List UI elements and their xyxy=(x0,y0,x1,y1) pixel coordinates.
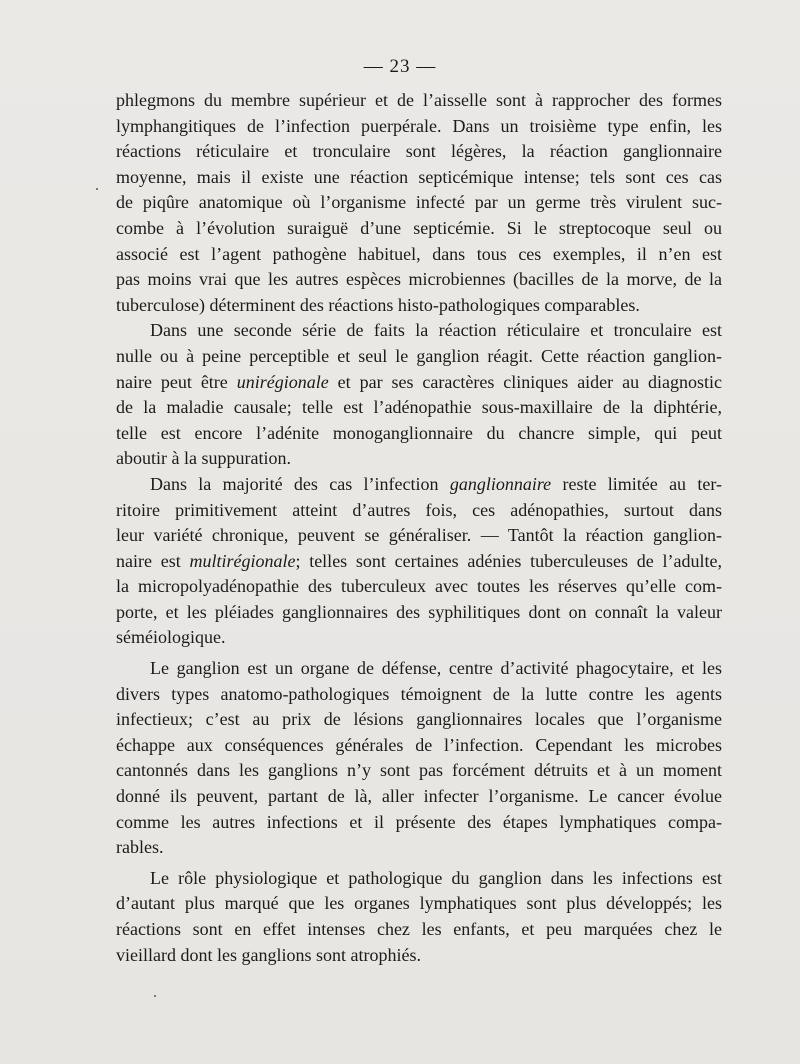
text-line: telle est encore l’adénite monoganglionnaire du chancre simple, qui peut xyxy=(116,422,722,443)
text-line: de piqûre anatomique où l’organisme infecté par un germe très virulent suc- xyxy=(116,192,722,213)
text-line: cantonnés dans les ganglions n’y sont pas forcément détruits et à un moment xyxy=(116,760,722,781)
text-line: ritoire primitivement atteint d’autres fois, ces adénopathies, surtout dans xyxy=(116,499,722,520)
text-line: tuberculose) déterminent des réactions histo-pathologiques comparables. xyxy=(116,294,640,315)
body-text xyxy=(116,88,722,968)
scan-speck xyxy=(154,995,156,997)
text-line: lymphangitiques de l’infection puerpérale. Dans un troisième type enfin, les xyxy=(116,115,722,136)
scan-speck xyxy=(96,188,98,190)
text-line: phlegmons du membre supérieur et de l’aisselle sont à rapprocher des formes xyxy=(116,90,722,110)
text-line: combe à l’évolution suraiguë d’une septicémie. Si le streptocoque seul ou xyxy=(116,217,722,238)
text-line: réactions réticulaire et tronculaire sont légères, la réaction ganglionnaire xyxy=(116,141,722,162)
italic-term: multirégionale xyxy=(189,550,296,571)
text-line: d’autant plus marqué que les organes lymphatiques sont plus développés; les xyxy=(116,893,722,914)
text-line: réactions sont en effet intenses chez les enfants, et peu marquées chez le xyxy=(116,919,722,939)
text-line: pas moins vrai que les autres espèces microbiennes (bacilles de la morve, de la xyxy=(116,269,722,290)
text-line: associé est l’agent pathogène habituel, dans tous ces exemples, il n’en est xyxy=(116,243,722,264)
text-line-with-italic xyxy=(116,549,722,575)
text-line: échappe aux conséquences générales de l’infection. Cependant les microbes xyxy=(116,734,722,755)
text-line: comme les autres infections et il présente des étapes lymphatiques compa- xyxy=(116,811,722,832)
text-run: ; telles sont certaines adénies tuberculeuses de l’adulte, xyxy=(295,550,722,571)
text-run: reste limitée au ter- xyxy=(551,473,722,494)
text-run: naire peut être xyxy=(116,371,237,392)
text-line: aboutir à la suppuration. xyxy=(116,448,291,469)
text-line: nulle ou à peine perceptible et seul le ganglion réagit. Cette réaction ganglion- xyxy=(116,345,722,366)
text-line: porte, et les pléiades ganglionnaires des syphilitiques dont on connaît la valeur xyxy=(116,601,722,622)
text-run: et par ses caractères cliniques aider au diagnostic xyxy=(328,371,722,392)
text-line: divers types anatomo-pathologiques témoignent de la lutte contre les agents xyxy=(116,683,722,704)
text-line: donné ils peuvent, partant de là, aller infecter l’organisme. Le cancer évolue xyxy=(116,786,722,807)
text-line: Le rôle physiologique et pathologique du ganglion dans les infections est xyxy=(150,867,722,888)
text-line: rables. xyxy=(116,837,164,858)
text-line: moyenne, mais il existe une réaction septicémique intense; tels sont ces cas xyxy=(116,166,722,187)
text-line: vieillard dont les ganglions sont atrophiés. xyxy=(116,944,421,965)
text-line-with-italic xyxy=(116,472,722,498)
text-line-with-italic xyxy=(116,370,722,396)
text-line: de la maladie causale; telle est l’adénopathie sous-maxillaire de la diphtérie, xyxy=(116,397,722,418)
text-line: leur variété chronique, peuvent se généraliser. — Tantôt la réaction ganglion- xyxy=(116,525,722,546)
text-line: Le ganglion est un organe de défense, centre d’activité phagocytaire, et les xyxy=(150,658,722,679)
text-line: séméiologique. xyxy=(116,627,226,648)
text-line: la micropolyadénopathie des tuberculeux avec toutes les réserves qu’elle com- xyxy=(116,576,722,597)
text-run: Dans la majorité des cas l’infection xyxy=(150,473,450,494)
italic-term: ganglionnaire xyxy=(449,473,552,494)
text-line: infectieux; c’est au prix de lésions ganglionnaires locales que l’organisme xyxy=(116,709,722,730)
italic-term: unirégionale xyxy=(236,371,329,392)
page-number: — 23 — xyxy=(363,56,437,77)
text-run: naire est xyxy=(116,550,190,571)
text-line: Dans une seconde série de faits la réaction réticulaire et tronculaire est xyxy=(150,320,722,341)
